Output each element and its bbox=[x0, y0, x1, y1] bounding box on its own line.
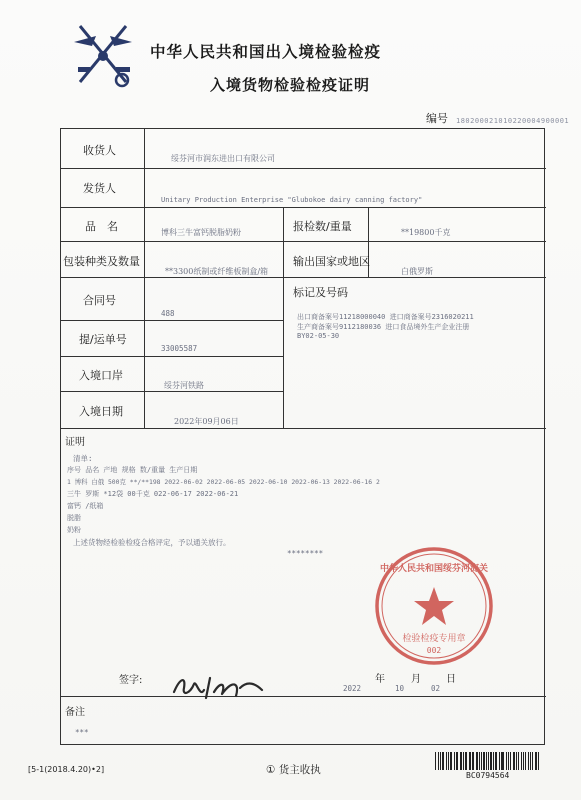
barcode-bar bbox=[465, 752, 466, 770]
list-line-4: 脱脂 bbox=[67, 514, 81, 522]
marks-line-1: 出口商备案号11218000040 进口商备案号2316020211 bbox=[297, 313, 474, 321]
barcode-bar bbox=[513, 752, 515, 770]
barcode-bar bbox=[470, 752, 471, 770]
signature-day-value: 02 bbox=[431, 684, 441, 693]
barcode-bar bbox=[490, 752, 491, 770]
barcode-bar bbox=[454, 752, 455, 770]
bill-number-value: 33005587 bbox=[161, 344, 198, 353]
contract-number-label: 合同号 bbox=[83, 294, 116, 307]
barcode-bar bbox=[538, 752, 539, 770]
official-seal-stamp bbox=[373, 545, 495, 667]
year-label: 年 bbox=[375, 674, 385, 685]
barcode-bar bbox=[528, 752, 529, 770]
barcode-bar bbox=[438, 752, 439, 770]
packaging-label: 包装种类及数量 bbox=[63, 255, 140, 268]
barcode-bar bbox=[446, 752, 447, 770]
barcode-bar bbox=[479, 752, 480, 770]
contract-number-value: 488 bbox=[161, 309, 175, 318]
quantity-weight-value: **19800千克 bbox=[401, 228, 451, 237]
seal-bottom-text: 检验检疫专用章 bbox=[402, 634, 466, 644]
barcode-bar bbox=[518, 752, 519, 770]
barcode-bar bbox=[448, 752, 449, 770]
serial-number-label: 编号 bbox=[426, 112, 448, 125]
list-line-1: 1 博科 白俄 500克 **/**198 2022-06-02 2022-06-05 2022-06-10 2022-06-13 2022-06-16 2 bbox=[67, 478, 380, 486]
barcode-bar bbox=[532, 752, 533, 770]
remarks-label: 备注 bbox=[65, 707, 85, 718]
barcode-bar bbox=[440, 752, 441, 770]
barcode-bar bbox=[442, 752, 444, 770]
signature-label: 签字: bbox=[119, 675, 143, 686]
customs-emblem-icon bbox=[70, 12, 136, 92]
signature-month-value: 10 bbox=[395, 684, 405, 693]
signature-year-value: 2022 bbox=[343, 684, 362, 693]
month-label: 月 bbox=[411, 674, 421, 685]
barcode-bar bbox=[469, 752, 470, 770]
product-label: 品 名 bbox=[85, 220, 118, 233]
barcode-bar bbox=[481, 752, 482, 770]
list-line-header: 序号 品名 产地 规格 数/重量 生产日期 bbox=[67, 466, 198, 474]
barcode-bar bbox=[525, 752, 526, 770]
barcode-bar bbox=[521, 752, 522, 770]
document-title: 中华人民共和国出入境检验检疫 bbox=[150, 43, 382, 61]
list-line-5: 奶粉 bbox=[67, 526, 81, 534]
barcode-bar bbox=[486, 752, 487, 770]
list-line-3: 富钙 /纸箱 bbox=[67, 502, 104, 510]
remarks-value: *** bbox=[75, 728, 89, 737]
barcode-bar bbox=[508, 752, 509, 770]
barcode-number: BC0794564 bbox=[466, 771, 510, 780]
copy-label: ① 货主收执 bbox=[266, 764, 321, 776]
origin-country-label: 输出国家或地区 bbox=[293, 255, 370, 268]
barcode-bar bbox=[460, 752, 462, 770]
consignor-label: 发货人 bbox=[83, 182, 116, 195]
barcode-bar bbox=[499, 752, 500, 770]
seal-number: 002 bbox=[426, 646, 442, 655]
barcode-bar bbox=[502, 752, 503, 770]
serial-number-value: 180200021010220004900001 bbox=[456, 117, 570, 125]
barcode-bar bbox=[535, 752, 537, 770]
barcode-bar bbox=[476, 752, 478, 770]
list-title: 清单: bbox=[73, 454, 93, 463]
form-code: [5-1(2018.4.20)•2] bbox=[28, 765, 105, 774]
consignor-value: Unitary Production Enterprise "Glubokoe dairy canning factory" bbox=[161, 196, 423, 204]
barcode-bar bbox=[488, 752, 489, 770]
barcode-bar bbox=[501, 752, 502, 770]
barcode-bar bbox=[463, 752, 464, 770]
barcode-bar bbox=[435, 752, 436, 770]
barcode-bar bbox=[510, 752, 511, 770]
list-line-2: 三牛 罗斯 *12袋 00千克 022-06-17 2022-06-21 bbox=[67, 490, 239, 498]
day-label: 日 bbox=[446, 674, 456, 685]
marks-line-2: 生产商备案号9112180036 进口食品境外生产企业注册 bbox=[297, 323, 470, 331]
barcode-bar bbox=[456, 752, 457, 770]
handwritten-signature bbox=[170, 670, 270, 702]
barcode-bar bbox=[516, 752, 517, 770]
barcode-bar bbox=[523, 752, 524, 770]
certification-end-mark: ******** bbox=[287, 549, 324, 558]
origin-country-value: 白俄罗斯 bbox=[401, 267, 433, 276]
marks-label: 标记及号码 bbox=[293, 286, 348, 299]
barcode-bar bbox=[530, 752, 531, 770]
barcode-bar bbox=[450, 752, 451, 770]
consignee-label: 收货人 bbox=[83, 144, 116, 157]
marks-line-3: BY02-05-30 bbox=[297, 332, 340, 340]
bill-number-label: 提/运单号 bbox=[79, 333, 127, 346]
consignee-value: 绥芬河市润东进出口有限公司 bbox=[171, 154, 275, 163]
quantity-weight-label: 报检数/重量 bbox=[293, 220, 352, 233]
document-subtitle: 入境货物检验检疫证明 bbox=[210, 76, 371, 94]
barcode-bar bbox=[493, 752, 494, 770]
barcode-bar bbox=[483, 752, 484, 770]
barcode-bar bbox=[506, 752, 507, 770]
seal-ring-text: 中华人民共和国绥芬河海关 bbox=[379, 564, 489, 574]
barcode-bar bbox=[457, 752, 458, 770]
entry-port-value: 绥芬河铁路 bbox=[164, 381, 204, 390]
entry-date-value: 2022年09月06日 bbox=[174, 417, 239, 426]
product-value: 博科三牛富钙脱脂奶粉 bbox=[161, 228, 241, 237]
packaging-value: **3300纸制或纤维板制盒/箱 bbox=[165, 267, 269, 276]
entry-date-label: 入境日期 bbox=[79, 405, 123, 418]
certification-statement: 上述货物经检验检疫合格评定，予以通关放行。 bbox=[73, 538, 231, 547]
entry-port-label: 入境口岸 bbox=[79, 369, 123, 382]
barcode-bar bbox=[472, 752, 473, 770]
barcode-bar bbox=[495, 752, 497, 770]
certification-label: 证明 bbox=[65, 437, 85, 448]
barcode bbox=[435, 752, 540, 770]
